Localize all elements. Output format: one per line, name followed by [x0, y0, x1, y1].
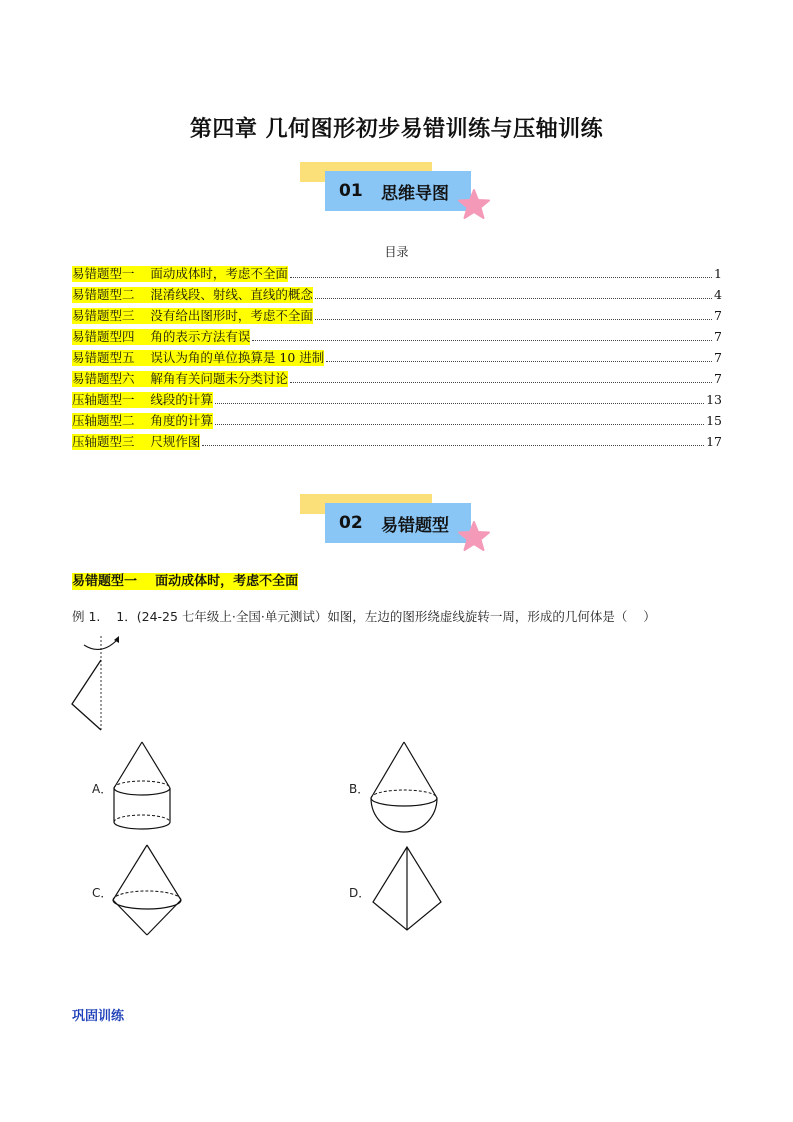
document-title: 第四章 几何图形初步易错训练与压轴训练	[189, 117, 604, 142]
toc-entry-page: 7	[714, 371, 722, 386]
toc-dot-leader	[290, 277, 712, 278]
section-banner-mindmap	[300, 162, 490, 228]
option-d-label: D．	[349, 886, 371, 900]
toc-entry-label[interactable]: 易错题型二 混淆线段、射线、直线的概念	[72, 287, 313, 302]
option-a-figure-cone-cylinder	[110, 740, 174, 834]
toc-dot-leader	[202, 445, 704, 446]
toc-entry-page: 1	[714, 266, 722, 281]
star-icon	[458, 520, 490, 552]
option-c-label: C．	[92, 886, 113, 900]
toc-entry[interactable]	[72, 429, 722, 450]
option-a-label: A．	[92, 782, 113, 796]
rotation-figure	[62, 630, 132, 735]
toc-dot-leader	[315, 298, 712, 299]
error-type-heading: 易错题型一 面动成体时，考虑不全面	[72, 574, 299, 589]
toc-dot-leader	[315, 319, 712, 320]
toc-entry-label[interactable]: 压轴题型三 尺规作图	[72, 434, 201, 449]
option-b-label: B．	[349, 782, 370, 796]
toc-entry[interactable]	[72, 303, 722, 324]
section-label: 易错题型	[381, 515, 449, 536]
toc-entry[interactable]	[72, 387, 722, 408]
toc-dot-leader	[290, 382, 712, 383]
section-number: 01	[339, 181, 363, 201]
banner-box	[325, 503, 471, 543]
toc-entry[interactable]	[72, 282, 722, 303]
option-c-figure-double-cone	[110, 842, 184, 938]
section-banner-error-types	[300, 494, 490, 560]
example-question: 例 1. 1．(24-25 七年级上·全国·单元测试）如图，左边的图形绕虚线旋转一周，形成的几何体是（ ）	[72, 609, 656, 624]
toc-entry[interactable]	[72, 366, 722, 387]
toc-heading: 目录	[384, 245, 409, 259]
table-of-contents	[72, 261, 722, 450]
toc-entry-page: 7	[714, 350, 722, 365]
toc-entry[interactable]	[72, 261, 722, 282]
section-label: 思维导图	[381, 183, 449, 204]
toc-dot-leader	[215, 403, 704, 404]
toc-entry[interactable]	[72, 408, 722, 429]
toc-entry-label[interactable]: 易错题型四 角的表示方法有误	[72, 329, 251, 344]
toc-entry-label[interactable]: 压轴题型一 线段的计算	[72, 392, 213, 407]
consolidation-training-heading: 巩固训练	[72, 1009, 125, 1024]
toc-entry-page: 7	[714, 308, 722, 323]
toc-entry-page: 15	[706, 413, 722, 428]
toc-entry-label[interactable]: 易错题型一 面动成体时，考虑不全面	[72, 266, 288, 281]
banner-box	[325, 171, 471, 211]
toc-dot-leader	[215, 424, 704, 425]
toc-entry-label[interactable]: 易错题型六 解角有关问题未分类讨论	[72, 371, 288, 386]
toc-entry[interactable]	[72, 324, 722, 345]
toc-entry-label[interactable]: 压轴题型二 角度的计算	[72, 413, 213, 428]
option-b-figure-cone-hemisphere	[368, 740, 440, 834]
toc-dot-leader	[252, 340, 712, 341]
toc-dot-leader	[326, 361, 712, 362]
toc-entry[interactable]	[72, 345, 722, 366]
star-icon	[458, 188, 490, 220]
toc-entry-page: 4	[714, 287, 722, 302]
toc-entry-label[interactable]: 易错题型三 没有给出图形时，考虑不全面	[72, 308, 313, 323]
option-d-figure-kite	[370, 844, 444, 934]
toc-entry-page: 17	[706, 434, 722, 449]
toc-entry-label[interactable]: 易错题型五 误认为角的单位换算是 10 进制	[72, 350, 325, 365]
toc-entry-page: 13	[706, 392, 722, 407]
toc-entry-page: 7	[714, 329, 722, 344]
section-number: 02	[339, 513, 363, 533]
